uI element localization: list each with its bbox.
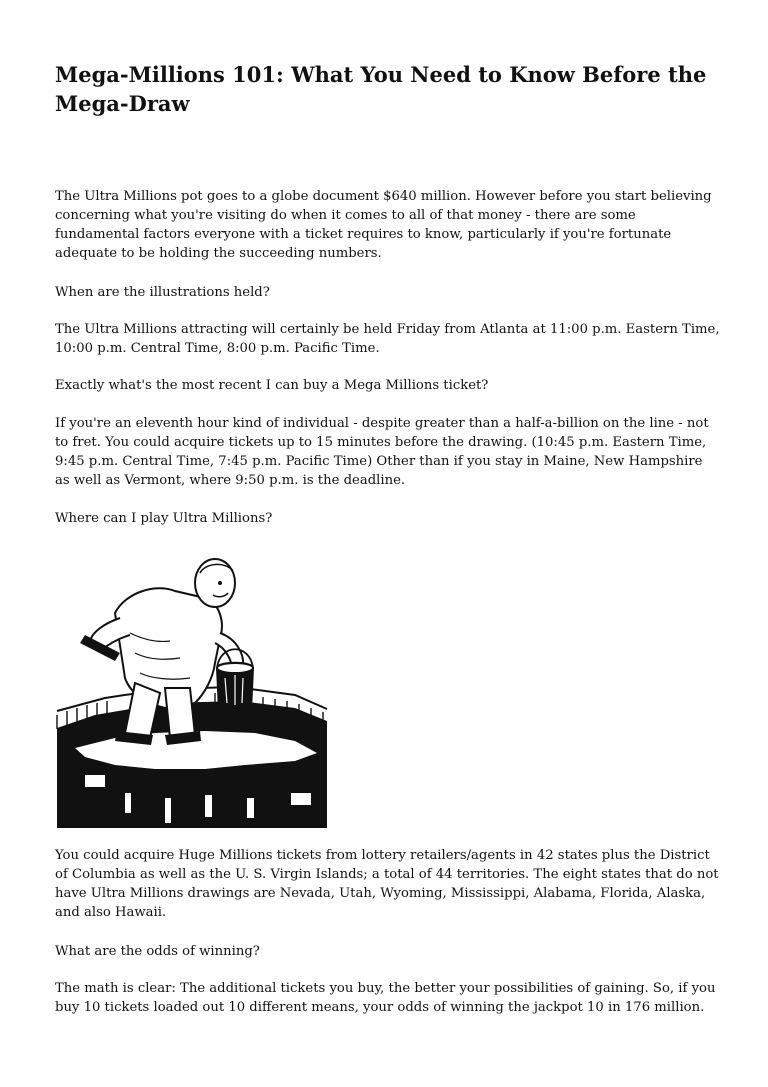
question-odds [55, 942, 720, 961]
question-latest-ticket [55, 376, 720, 395]
question-when-drawings [55, 283, 720, 302]
question-text: Exactly what's the most recent I can buy a Mega Millions ticket? [55, 378, 489, 393]
paragraph-where-to-buy [55, 846, 720, 922]
paragraph-intro [55, 187, 720, 263]
rooftop-painter-illustration [55, 543, 330, 828]
question-where-play [55, 509, 720, 528]
question-text: When are the illustrations held? [55, 285, 270, 300]
paragraph-text: You could acquire Huge Millions tickets from lottery retailers/agents in 42 states plus the District of Columbia as well as the U. S. Virgin Islands; a total of 44 territories. The eight states that do not have Ultra Millions drawings are Nevada, Utah, Wyoming, Mississippi, Alabama, Florida, Alaska, and also Hawaii. [55, 848, 719, 920]
paragraph-text: The math is clear: The additional tickets you buy, the better your possibilities of gaining. So, if you buy 10 tickets loaded out 10 different means, your odds of winning the jackpot 10 in 176 million. [55, 981, 716, 1015]
paragraph-text: The Ultra Millions pot goes to a globe document $640 million. However before you start believing concerning what you're visiting do when it comes to all of that money - there are some fundamental factors everyone with a ticket requires to know, particularly if you're fortunate adequate to be holding the succeeding numbers. [55, 189, 712, 261]
document-header [55, 60, 715, 118]
question-text: Where can I play Ultra Millions? [55, 511, 273, 526]
paragraph-drawing-times [55, 320, 720, 358]
paragraph-odds-math [55, 979, 720, 1017]
paragraph-text: The Ultra Millions attracting will certainly be held Friday from Atlanta at 11:00 p.m. Eastern Time, 10:00 p.m. Central Time, 8:00 p.m. Pacific Time. [55, 322, 720, 356]
paragraph-deadline [55, 414, 720, 490]
page-title: Mega-Millions 101: What You Need to Know Before the Mega-Draw [55, 62, 707, 116]
paragraph-text: If you're an eleventh hour kind of individual - despite greater than a half-a-billion on the line - not to fret. You could acquire tickets up to 15 minutes before the drawing. (10:45 p.m. Eastern Time, 9:45 p.m. Central Time, 7:45 p.m. Pacific Time) Other than if you stay in Maine, New Hampshire as well as Vermont, where 9:50 p.m. is the deadline. [55, 416, 709, 488]
question-text: What are the odds of winning? [55, 944, 260, 959]
